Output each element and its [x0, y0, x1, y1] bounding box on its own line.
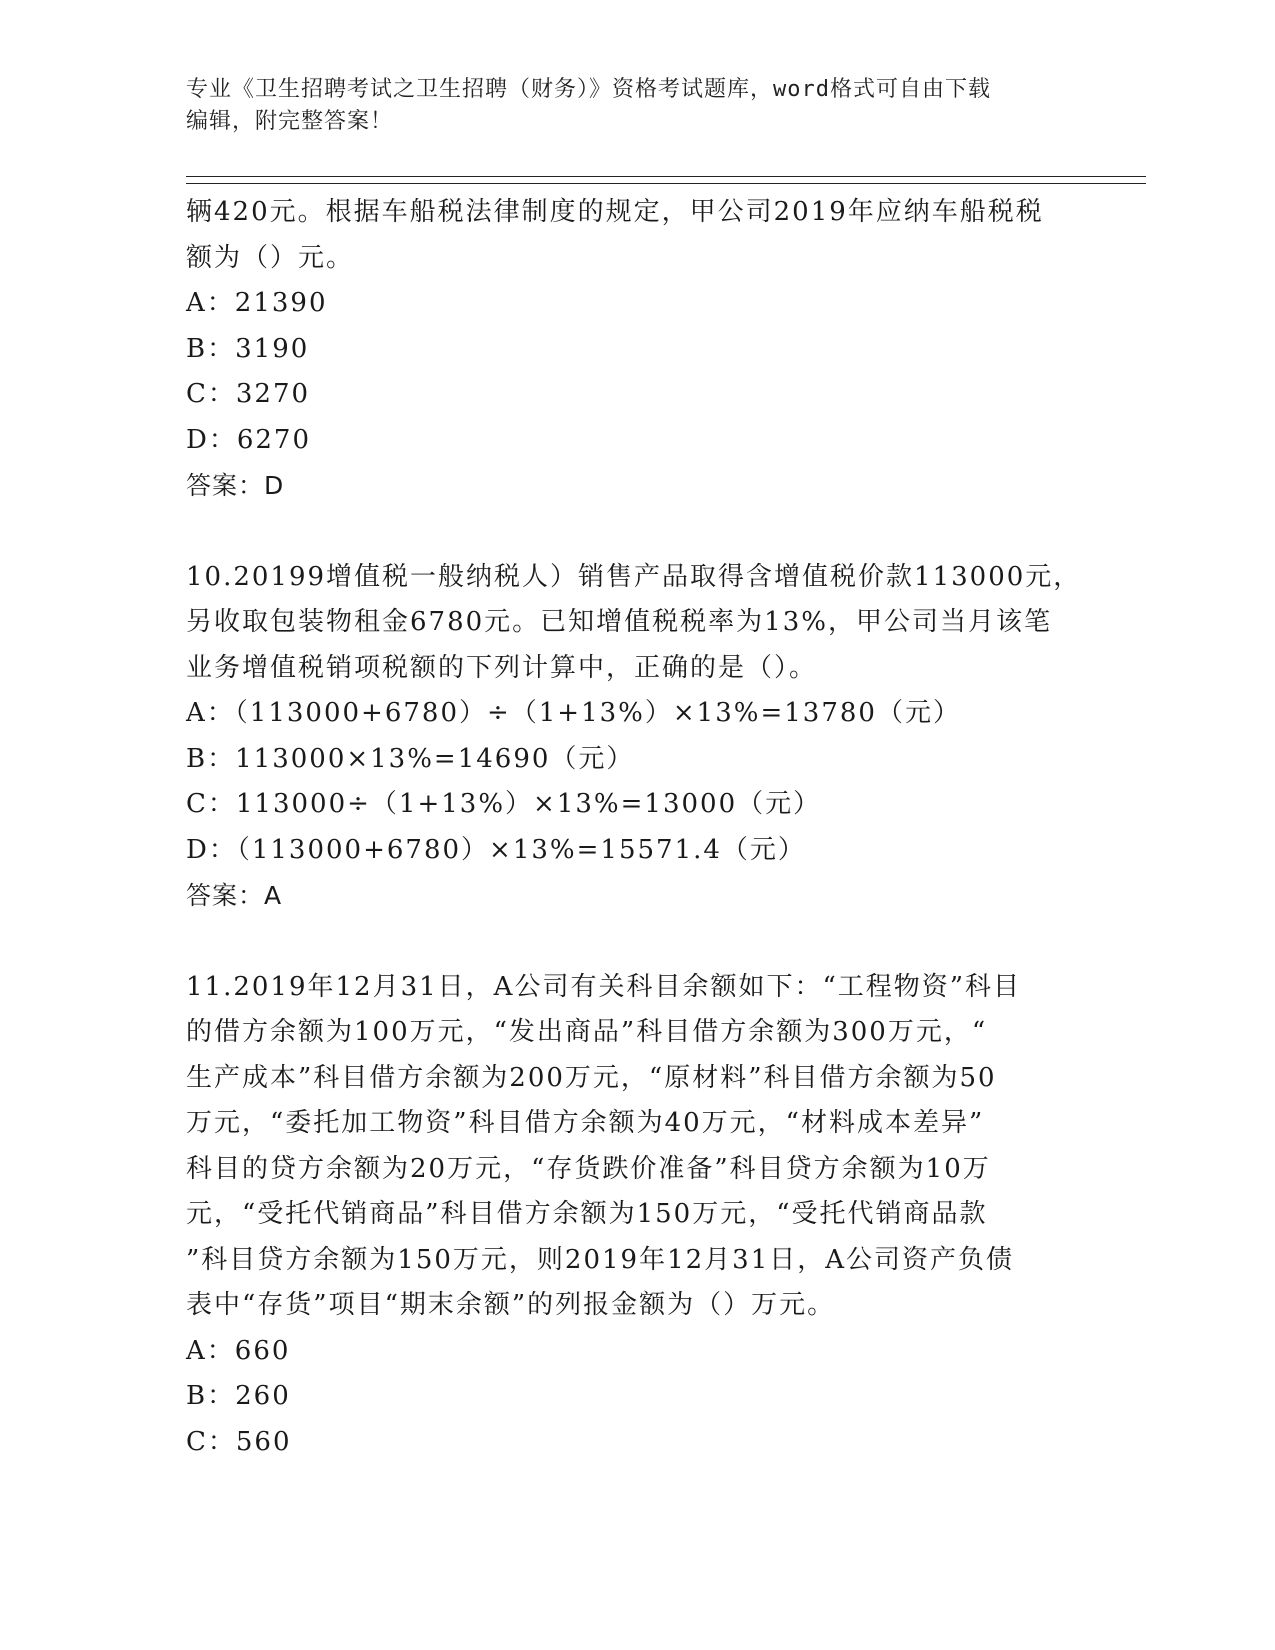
header-divider-top — [186, 176, 1146, 177]
document-body — [186, 190, 1086, 1465]
question-stem-line: 11.2019年12月31日，A公司有关科目余额如下：“工程物资”科目 — [186, 971, 1022, 1002]
question-stem-line: 另收取包装物租金6780元。已知增值税税率为13%，甲公司当月该笔 — [186, 607, 1052, 637]
question-stem-line: 辆420元。根据车船税法律制度的规定，甲公司2019年应纳车船税税 — [186, 197, 1044, 227]
question-stem-line: 的借方余额为100万元，“发出商品”科目借方余额为300万元，“ — [186, 1017, 988, 1047]
option-a: A：660 — [186, 1335, 291, 1366]
option-d: D：（113000+6780）×13%=15571.4（元） — [186, 834, 806, 865]
header-line-1: 专业《卫生招聘考试之卫生招聘（财务）》资格考试题库，word格式可自由下载 — [186, 77, 991, 102]
option-a: A：（113000+6780）÷（1+13%）×13%=13780（元） — [186, 698, 961, 728]
question-stem-line: 生产成本”科目借方余额为200万元，“原材料”科目借方余额为50 — [186, 1062, 997, 1093]
question-10 — [186, 555, 1086, 919]
question-stem-line: 万元，“委托加工物资”科目借方余额为40万元，“材料成本差异” — [186, 1108, 985, 1138]
question-stem-line: ”科目贷方余额为150万元，则2019年12月31日，A公司资产负债 — [186, 1244, 1015, 1275]
question-stem-line: 10.20199增值税一般纳税人）销售产品取得含增值税价款113000元， — [186, 561, 1082, 592]
page-header — [186, 74, 1066, 138]
answer-label: 答案：A — [186, 881, 283, 910]
option-c: C：560 — [186, 1426, 292, 1457]
spacer — [186, 509, 1086, 555]
option-d: D：6270 — [186, 424, 312, 455]
header-divider-bottom — [186, 183, 1146, 184]
option-b: B：3190 — [186, 333, 310, 364]
question-9 — [186, 190, 1086, 509]
question-stem-line: 业务增值税销项税额的下列计算中，正确的是（）。 — [186, 652, 818, 683]
option-c: C：3270 — [186, 379, 311, 409]
question-stem-line: 元，“受托代销商品”科目借方余额为150万元，“受托代销商品款 — [186, 1199, 988, 1229]
question-stem-line: 科目的贷方余额为20万元，“存货跌价准备”科目贷方余额为10万 — [186, 1153, 991, 1184]
question-stem-line: 表中“存货”项目“期末余额”的列报金额为（）万元。 — [186, 1290, 836, 1320]
header-line-2: 编辑，附完整答案！ — [186, 109, 394, 134]
option-a: A：21390 — [186, 288, 328, 318]
question-stem-line: 额为（）元。 — [186, 242, 355, 273]
answer-label: 答案：D — [186, 471, 285, 500]
question-11 — [186, 965, 1086, 1466]
option-b: B：113000×13%=14690（元） — [186, 743, 635, 774]
spacer — [186, 919, 1086, 965]
option-c: C：113000÷（1+13%）×13%=13000（元） — [186, 789, 822, 819]
option-b: B：260 — [186, 1381, 291, 1411]
